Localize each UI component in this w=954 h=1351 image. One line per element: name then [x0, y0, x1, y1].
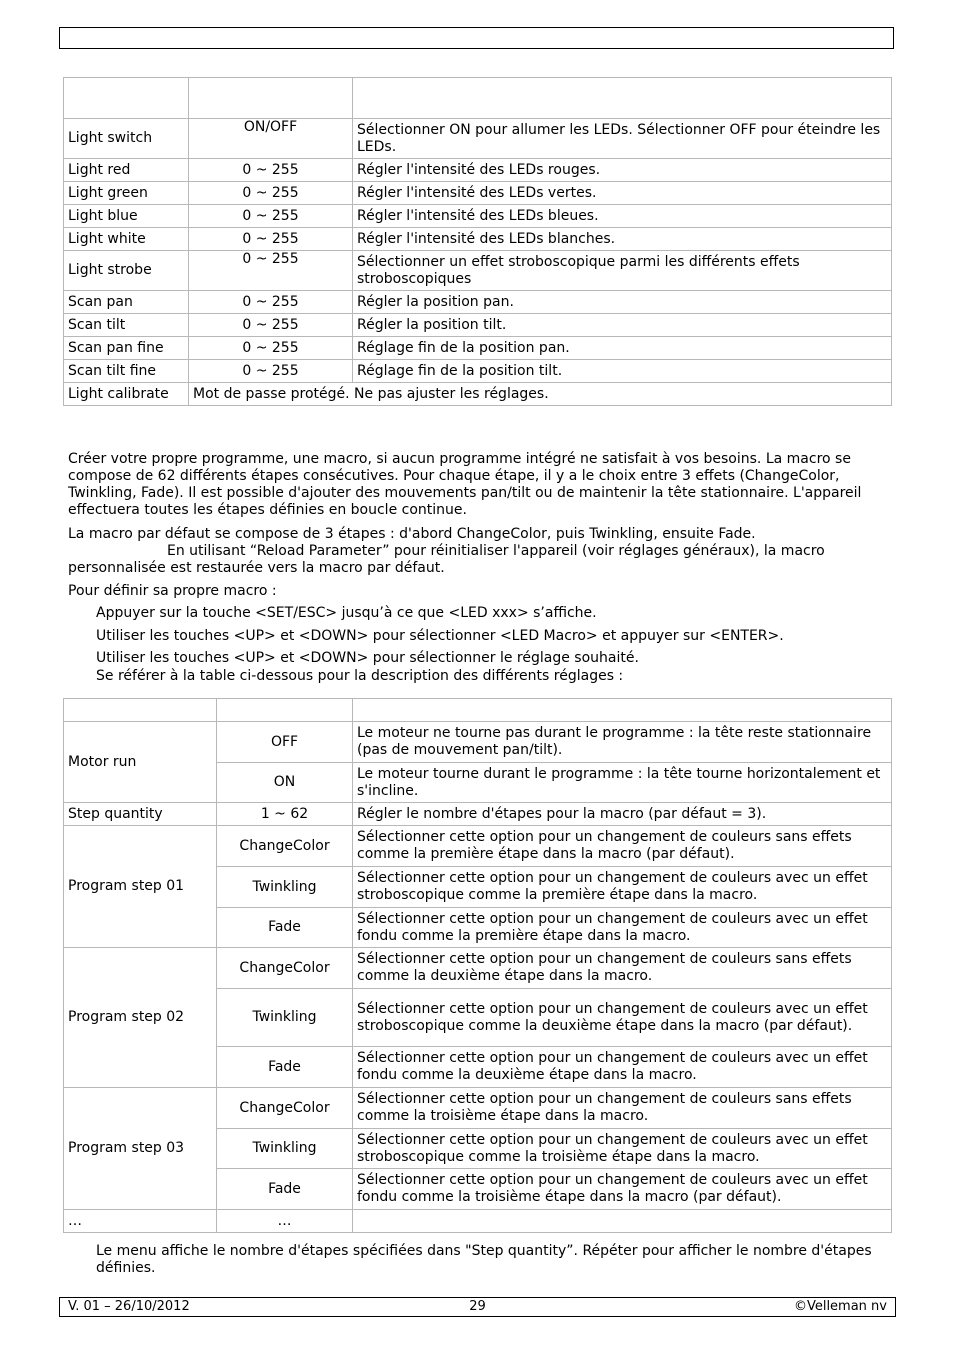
setting-description	[353, 1210, 892, 1233]
table-row-calibrate	[64, 383, 892, 406]
table-row	[64, 948, 892, 989]
setting-name: Program step 02	[64, 948, 217, 1088]
setting-name: Scan pan fine	[64, 337, 189, 360]
setting-description: Sélectionner cette option pour un changement de couleurs sans effets comme la deuxième étape dans la macro.	[353, 948, 892, 989]
setting-name: Light white	[64, 228, 189, 251]
table-row-ellipsis	[64, 1210, 892, 1233]
table-row	[64, 722, 892, 763]
setting-description: Réglage fin de la position pan.	[353, 337, 892, 360]
setting-option: 1 ~ 62	[217, 803, 353, 826]
header-cell	[189, 78, 353, 119]
setting-name: Motor run	[64, 722, 217, 803]
table-row	[64, 826, 892, 867]
setting-option: ChangeColor	[217, 1088, 353, 1129]
step-instruction: Utiliser les touches <UP> et <DOWN> pour sélectionner <LED Macro> et appuyer sur <ENTER>.	[96, 628, 784, 644]
setting-option: Twinkling	[217, 867, 353, 908]
default-macro-paragraph	[68, 526, 890, 577]
setting-name: Light switch	[64, 119, 189, 159]
setting-option: OFF	[217, 722, 353, 763]
setting-option: Fade	[217, 1047, 353, 1088]
macro-intro-paragraph: Créer votre propre programme, une macro, si aucun programme intégré ne satisfait à vos besoins. La macro se compose de 62 différents étapes consécutives. Pour chaque étape, il y a le choix entre 3 effets (ChangeColor, Twinkling, Fade). Il est possible d'ajouter des mouvements pan/tilt ou de maintenir la tête stationnaire. L'appareil effectuera toutes les étapes définies en boucle continue.	[68, 451, 862, 518]
setting-description: Régler l'intensité des LEDs vertes.	[353, 182, 892, 205]
table-row	[64, 314, 892, 337]
setting-range: 0 ~ 255	[189, 360, 353, 383]
page-header-box	[59, 27, 894, 49]
setting-description: Régler la position tilt.	[353, 314, 892, 337]
table-row	[64, 159, 892, 182]
table-header-row	[64, 699, 892, 722]
table-row	[64, 803, 892, 826]
header-cell	[217, 699, 353, 722]
table-row	[64, 360, 892, 383]
setting-description: Sélectionner un effet stroboscopique parmi les différents effets stroboscopiques	[353, 251, 892, 291]
setting-name: Light green	[64, 182, 189, 205]
copyright-brand: ©Velleman nv	[793, 1299, 887, 1314]
setting-name: Program step 03	[64, 1088, 217, 1210]
setting-range: 0 ~ 255	[189, 291, 353, 314]
setting-description: Sélectionner cette option pour un changement de couleurs sans effets comme la première étape dans la macro (par défaut).	[353, 826, 892, 867]
page-number: 29	[469, 1299, 486, 1314]
setting-option: ON	[217, 763, 353, 803]
setting-range: 0 ~ 255	[189, 182, 353, 205]
setting-description: Sélectionner cette option pour un changement de couleurs avec un effet fondu comme la deuxième étape dans la macro.	[353, 1047, 892, 1088]
setting-description: Sélectionner cette option pour un changement de couleurs avec un effet fondu comme la troisième étape dans la macro (par défaut).	[353, 1169, 892, 1210]
table-row	[64, 119, 892, 159]
setting-name: Scan pan	[64, 291, 189, 314]
setting-description: Sélectionner cette option pour un changement de couleurs avec un effet stroboscopique comme la troisième étape dans la macro.	[353, 1129, 892, 1169]
setting-name: Scan tilt	[64, 314, 189, 337]
page-footer	[59, 1297, 896, 1317]
setting-name: Light calibrate	[64, 383, 189, 406]
setting-description: Sélectionner cette option pour un changement de couleurs sans effets comme la troisième étape dans la macro.	[353, 1088, 892, 1129]
setting-range: 0 ~ 255	[189, 205, 353, 228]
setting-name: Scan tilt fine	[64, 360, 189, 383]
step-instruction: Utiliser les touches <UP> et <DOWN> pour sélectionner le réglage souhaité.	[96, 650, 639, 666]
header-cell	[64, 699, 217, 722]
setting-option: Twinkling	[217, 989, 353, 1047]
setting-option: ChangeColor	[217, 826, 353, 867]
table-row	[64, 291, 892, 314]
setting-name: Light strobe	[64, 251, 189, 291]
macro-settings-table	[63, 698, 892, 1233]
table-row	[64, 205, 892, 228]
setting-range: 0 ~ 255	[189, 251, 353, 291]
setting-description: Le moteur ne tourne pas durant le programme : la tête reste stationnaire (pas de mouvement pan/tilt).	[353, 722, 892, 763]
define-macro-heading: Pour définir sa propre macro :	[68, 583, 277, 599]
setting-name: Step quantity	[64, 803, 217, 826]
setting-description: Sélectionner cette option pour un changement de couleurs avec un effet fondu comme la première étape dans la macro.	[353, 908, 892, 948]
setting-description: Régler l'intensité des LEDs rouges.	[353, 159, 892, 182]
setting-name: …	[64, 1210, 217, 1233]
table-row	[64, 1088, 892, 1129]
setting-option: ChangeColor	[217, 948, 353, 989]
setting-description: Mot de passe protégé. Ne pas ajuster les réglages.	[189, 383, 892, 406]
setting-name: Light blue	[64, 205, 189, 228]
header-cell	[353, 699, 892, 722]
header-cell	[353, 78, 892, 119]
setting-range: 0 ~ 255	[189, 337, 353, 360]
setting-description: Régler le nombre d'étapes pour la macro (par défaut = 3).	[353, 803, 892, 826]
setting-description: Le moteur tourne durant le programme : la tête tourne horizontalement et s'incline.	[353, 763, 892, 803]
setting-description: Réglage fin de la position tilt.	[353, 360, 892, 383]
setting-description: Régler la position pan.	[353, 291, 892, 314]
setting-description: Sélectionner cette option pour un changement de couleurs avec un effet stroboscopique comme la première étape dans la macro.	[353, 867, 892, 908]
reload-parameter-note: En utilisant “Reload Parameter” pour réinitialiser l'appareil (voir réglages généraux), la macro personnalisée est restaurée vers la macro par défaut.	[68, 543, 825, 576]
step-instruction: Appuyer sur la touche <SET/ESC> jusqu’à ce que <LED xxx> s’affiche.	[96, 605, 597, 621]
setting-description: Sélectionner cette option pour un changement de couleurs avec un effet stroboscopique comme la deuxième étape dans la macro (par défaut).	[353, 989, 892, 1047]
table-row	[64, 228, 892, 251]
setting-option: Twinkling	[217, 1129, 353, 1169]
table-row	[64, 337, 892, 360]
setting-range: 0 ~ 255	[189, 314, 353, 337]
setting-option: Fade	[217, 1169, 353, 1210]
light-settings-table	[63, 77, 892, 406]
default-macro-line: La macro par défaut se compose de 3 étapes : d'abord ChangeColor, puis Twinkling, ensuite Fade.	[68, 526, 756, 542]
header-cell	[64, 78, 189, 119]
setting-range: 0 ~ 255	[189, 159, 353, 182]
setting-range: ON/OFF	[189, 119, 353, 159]
version-date: V. 01 – 26/10/2012	[68, 1299, 190, 1314]
setting-option: Fade	[217, 908, 353, 948]
setting-option: …	[217, 1210, 353, 1233]
setting-description: Sélectionner ON pour allumer les LEDs. Sélectionner OFF pour éteindre les LEDs.	[353, 119, 892, 159]
table-header-row	[64, 78, 892, 119]
step-quantity-note: Le menu affiche le nombre d'étapes spécifiées dans "Step quantity”. Répéter pour afficher le nombre d'étapes définies.	[96, 1243, 872, 1276]
setting-name: Program step 01	[64, 826, 217, 948]
setting-name: Light red	[64, 159, 189, 182]
setting-description: Régler l'intensité des LEDs blanches.	[353, 228, 892, 251]
step-instruction: Se référer à la table ci-dessous pour la description des différents réglages :	[96, 668, 624, 684]
setting-description: Régler l'intensité des LEDs bleues.	[353, 205, 892, 228]
setting-range: 0 ~ 255	[189, 228, 353, 251]
table-row	[64, 251, 892, 291]
table-row	[64, 182, 892, 205]
